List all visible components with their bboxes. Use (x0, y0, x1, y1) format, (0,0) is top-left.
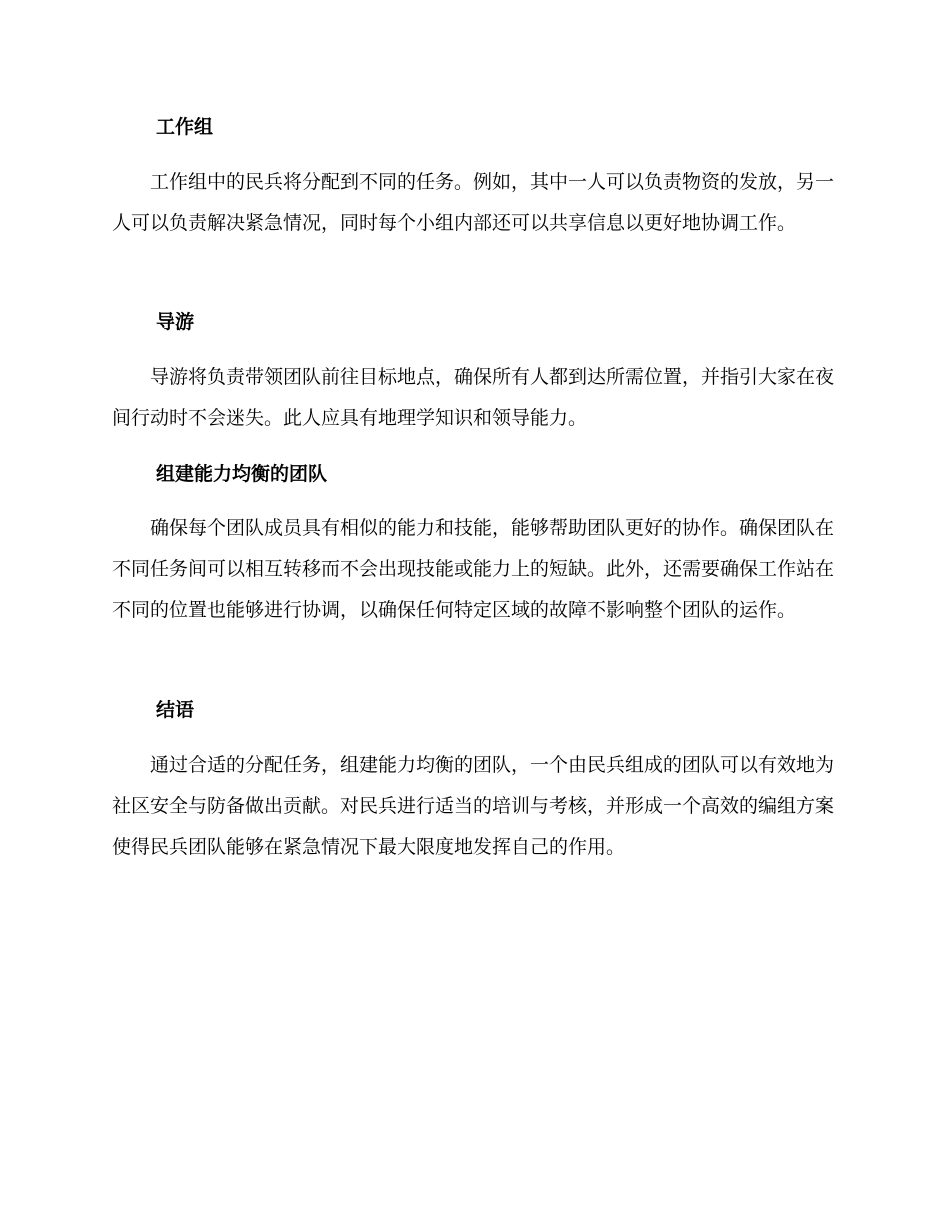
section-paragraph-guide: 导游将负责带领团队前往目标地点，确保所有人都到达所需位置，并指引大家在夜间行动时不会迷失。此人应具有地理学知识和领导能力。 (112, 366, 835, 429)
section-paragraph-conclusion: 通过合适的分配任务，组建能力均衡的团队，一个由民兵组成的团队可以有效地为社区安全与防备做出贡献。对民兵进行适当的培训与考核，并形成一个高效的编组方案使得民兵团队能够在紧急情况下最大限度地发挥自己的作用。 (112, 754, 835, 858)
section-heading-balanced-team: 组建能力均衡的团队 (156, 463, 328, 485)
section-heading-conclusion: 结语 (156, 699, 195, 721)
section-heading-guide: 导游 (156, 311, 195, 333)
section-paragraph-balanced-team: 确保每个团队成员具有相似的能力和技能，能够帮助团队更好的协作。确保团队在不同任务间可以相互转移而不会出现技能或能力上的短缺。此外，还需要确保工作站在不同的位置也能够进行协调，以确保任何特定区域的故障不影响整个团队的运作。 (112, 517, 835, 621)
section-paragraph-work-group: 工作组中的民兵将分配到不同的任务。例如，其中一人可以负责物资的发放，另一人可以负责解决紧急情况，同时每个小组内部还可以共享信息以更好地协调工作。 (112, 171, 835, 234)
section-heading-work-group: 工作组 (156, 116, 214, 138)
